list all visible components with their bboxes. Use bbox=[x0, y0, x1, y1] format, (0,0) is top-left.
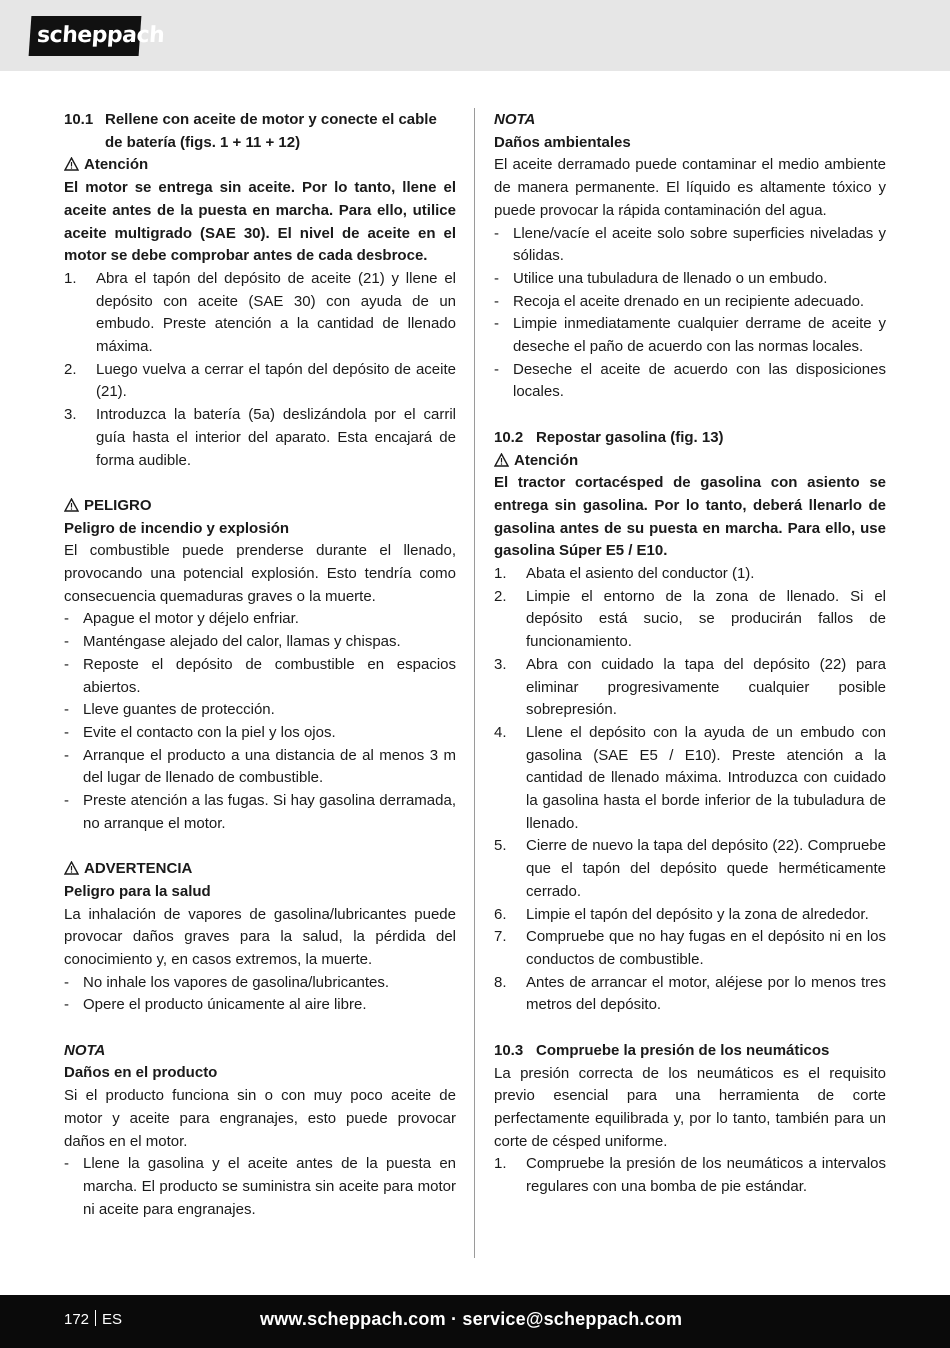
warning-label: ADVERTENCIA bbox=[64, 858, 456, 881]
list-item: 8. Antes de arrancar el motor, aléjese por lo menos tres metros del depósito. bbox=[494, 973, 886, 1014]
section-10-2-heading bbox=[494, 427, 886, 450]
list-item: 2. Luego vuelva a cerrar el tapón del depósito de aceite (21). bbox=[64, 360, 456, 401]
section-title: Compruebe la presión de los neumáticos bbox=[536, 1041, 830, 1059]
list-item: - Llene/vacíe el aceite solo sobre superficies niveladas y sólidas. bbox=[494, 224, 886, 265]
fuel-steps-list bbox=[494, 563, 886, 1017]
oil-steps-list bbox=[64, 268, 456, 472]
note-list bbox=[64, 1153, 456, 1221]
warning-triangle-icon bbox=[64, 495, 80, 518]
page-footer bbox=[0, 1295, 950, 1348]
danger-list bbox=[64, 608, 456, 835]
section-title: Rellene con aceite de motor y conecte el cable de batería (figs. 1 + 11 + 12) bbox=[105, 111, 437, 151]
warning-text: La inhalación de vapores de gasolina/lubricantes puede provocar daños graves para la salud, la pérdida del conocimiento y, en casos extremos, la muerte. bbox=[64, 905, 456, 968]
list-item: 1. Abra el tapón del depósito de aceite (21) y llene el depósito con aceite (SAE 30) con ayuda de un embudo. Preste atención a la cantidad de llenado máxima. bbox=[64, 269, 456, 356]
note-label: NOTA bbox=[64, 1041, 106, 1059]
list-item: 7. Compruebe que no hay fugas en el depósito ni en los conductos de combustible. bbox=[494, 928, 886, 968]
list-item: - No inhale los vapores de gasolina/lubricantes. bbox=[64, 973, 390, 991]
danger-label: PELIGRO bbox=[64, 495, 456, 518]
list-item: - Evite el contacto con la piel y los ojos. bbox=[64, 723, 336, 741]
language-code: ES bbox=[102, 1311, 123, 1328]
warning-subtitle: Peligro para la salud bbox=[64, 882, 211, 900]
list-item: 2. Limpie el entorno de la zona de llenado. Si el depósito está sucio, se producirán fallos de funcionamiento. bbox=[494, 587, 886, 651]
column-divider bbox=[474, 108, 475, 1258]
scheppach-logo: scheppach bbox=[29, 16, 142, 56]
list-item: - Utilice una tubuladura de llenado o un embudo. bbox=[494, 269, 828, 287]
section-10-3-heading bbox=[494, 1040, 886, 1063]
attention-label: Atención bbox=[494, 450, 886, 473]
left-column bbox=[64, 109, 456, 1221]
list-item: - Deseche el aceite de acuerdo con las disposiciones locales. bbox=[494, 360, 886, 401]
warning-triangle-icon bbox=[64, 858, 80, 881]
list-item: - Recoja el aceite drenado en un recipiente adecuado. bbox=[494, 292, 865, 310]
list-item: 4. Llene el depósito con la ayuda de un embudo con gasolina (SAE E5 / E10). Preste atención a la cantidad de llenado máxima. Introduzca con cuidado la gasolina hasta el borde inferior de la tubuladura de llenado. bbox=[494, 723, 886, 832]
note-subtitle: Daños ambientales bbox=[494, 133, 631, 151]
warning-list bbox=[64, 972, 456, 1017]
list-item: - Reposte el depósito de combustible en espacios abiertos. bbox=[64, 655, 456, 696]
danger-subtitle: Peligro de incendio y explosión bbox=[64, 519, 290, 537]
page-number: 172 ES bbox=[64, 1311, 123, 1328]
page-header bbox=[0, 0, 950, 71]
list-item: 1. Compruebe la presión de los neumáticos a intervalos regulares con una bomba de pie estándar. bbox=[494, 1155, 886, 1196]
list-item: - Preste atención a las fugas. Si hay gasolina derramada, no arranque el motor. bbox=[64, 792, 456, 832]
warning-triangle-icon bbox=[494, 450, 510, 473]
note-label: NOTA bbox=[494, 111, 536, 128]
list-item: 1. Abata el asiento del conductor (1). bbox=[494, 565, 755, 583]
right-column bbox=[494, 109, 886, 1199]
list-item: - Limpie inmediatamente cualquier derrame de aceite y deseche el paño de acuerdo con las normas locales. bbox=[494, 315, 886, 356]
footer-website: www.scheppach.com · service@scheppach.com bbox=[260, 1309, 683, 1329]
section-number: 10.1 bbox=[64, 111, 94, 128]
list-item: - Manténgase alejado del calor, llamas y chispas. bbox=[64, 633, 401, 651]
list-item: - Opere el producto únicamente al aire libre. bbox=[64, 996, 367, 1014]
section-number: 10.3 bbox=[494, 1041, 524, 1059]
note-subtitle: Daños en el producto bbox=[64, 1064, 218, 1082]
attention-text: El motor se entrega sin aceite. Por lo tanto, llene el aceite antes de la puesta en marcha. Para ello, utilice aceite multigrado (SAE 30). El nivel de aceite en el motor se debe comprobar antes de cada desbroce. bbox=[64, 179, 456, 265]
list-item: 5. Cierre de nuevo la tapa del depósito (22). Compruebe que el tapón del depósito quede herméticamente cerrado. bbox=[494, 837, 886, 900]
section-10-1-heading bbox=[64, 109, 456, 154]
note-text: El aceite derramado puede contaminar el medio ambiente de manera permanente. El líquido es altamente tóxico y puede provocar la rápida contaminación del agua. bbox=[494, 156, 886, 219]
tyre-steps-list bbox=[494, 1153, 886, 1198]
list-item: - Arranque el producto a una distancia de al menos 3 m del lugar de llenado de combustible. bbox=[64, 746, 456, 787]
attention-label: Atención bbox=[64, 154, 456, 177]
section-title: Repostar gasolina (fig. 13) bbox=[536, 428, 724, 446]
list-item: - Llene la gasolina y el aceite antes de la puesta en marcha. El producto se suministra sin aceite para motor ni aceite para engranajes. bbox=[64, 1155, 456, 1218]
list-item: 3. Abra con cuidado la tapa del depósito (22) para eliminar progresivamente cualquier posible sobrepresión. bbox=[494, 655, 886, 719]
list-item: 6. Limpie el tapón del depósito y la zona de alrededor. bbox=[494, 905, 869, 923]
divider bbox=[95, 1310, 96, 1326]
danger-text: El combustible puede prenderse durante el llenado, provocando una potencial explosión. Esto tendría como consecuencia quemaduras graves o la muerte. bbox=[64, 542, 456, 605]
section-10-3-text: La presión correcta de los neumáticos es el requisito previo esencial para una herramienta de corte perfectamente equilibrada y, por lo tanto, también para un corte de césped uniforme. bbox=[494, 1064, 886, 1150]
attention-text: El tractor cortacésped de gasolina con asiento se entrega sin gasolina. Por lo tanto, deberá llenarlo de gasolina antes de su puesta en marcha. Para ello, use gasolina Súper E5 / E10. bbox=[494, 474, 886, 560]
list-item: - Apague el motor y déjelo enfriar. bbox=[64, 610, 299, 628]
list-item: - Lleve guantes de protección. bbox=[64, 701, 275, 719]
note-text: Si el producto funciona sin o con muy poco aceite de motor y aceite para engranajes, esto puede provocar daños en el motor. bbox=[64, 1087, 456, 1150]
note-list bbox=[494, 223, 886, 405]
list-item: 3. Introduzca la batería (5a) deslizándola por el carril guía hasta el interior del aparato. Esta encajará de forma audible. bbox=[64, 406, 456, 469]
section-number: 10.2 bbox=[494, 428, 524, 446]
warning-triangle-icon bbox=[64, 154, 80, 177]
